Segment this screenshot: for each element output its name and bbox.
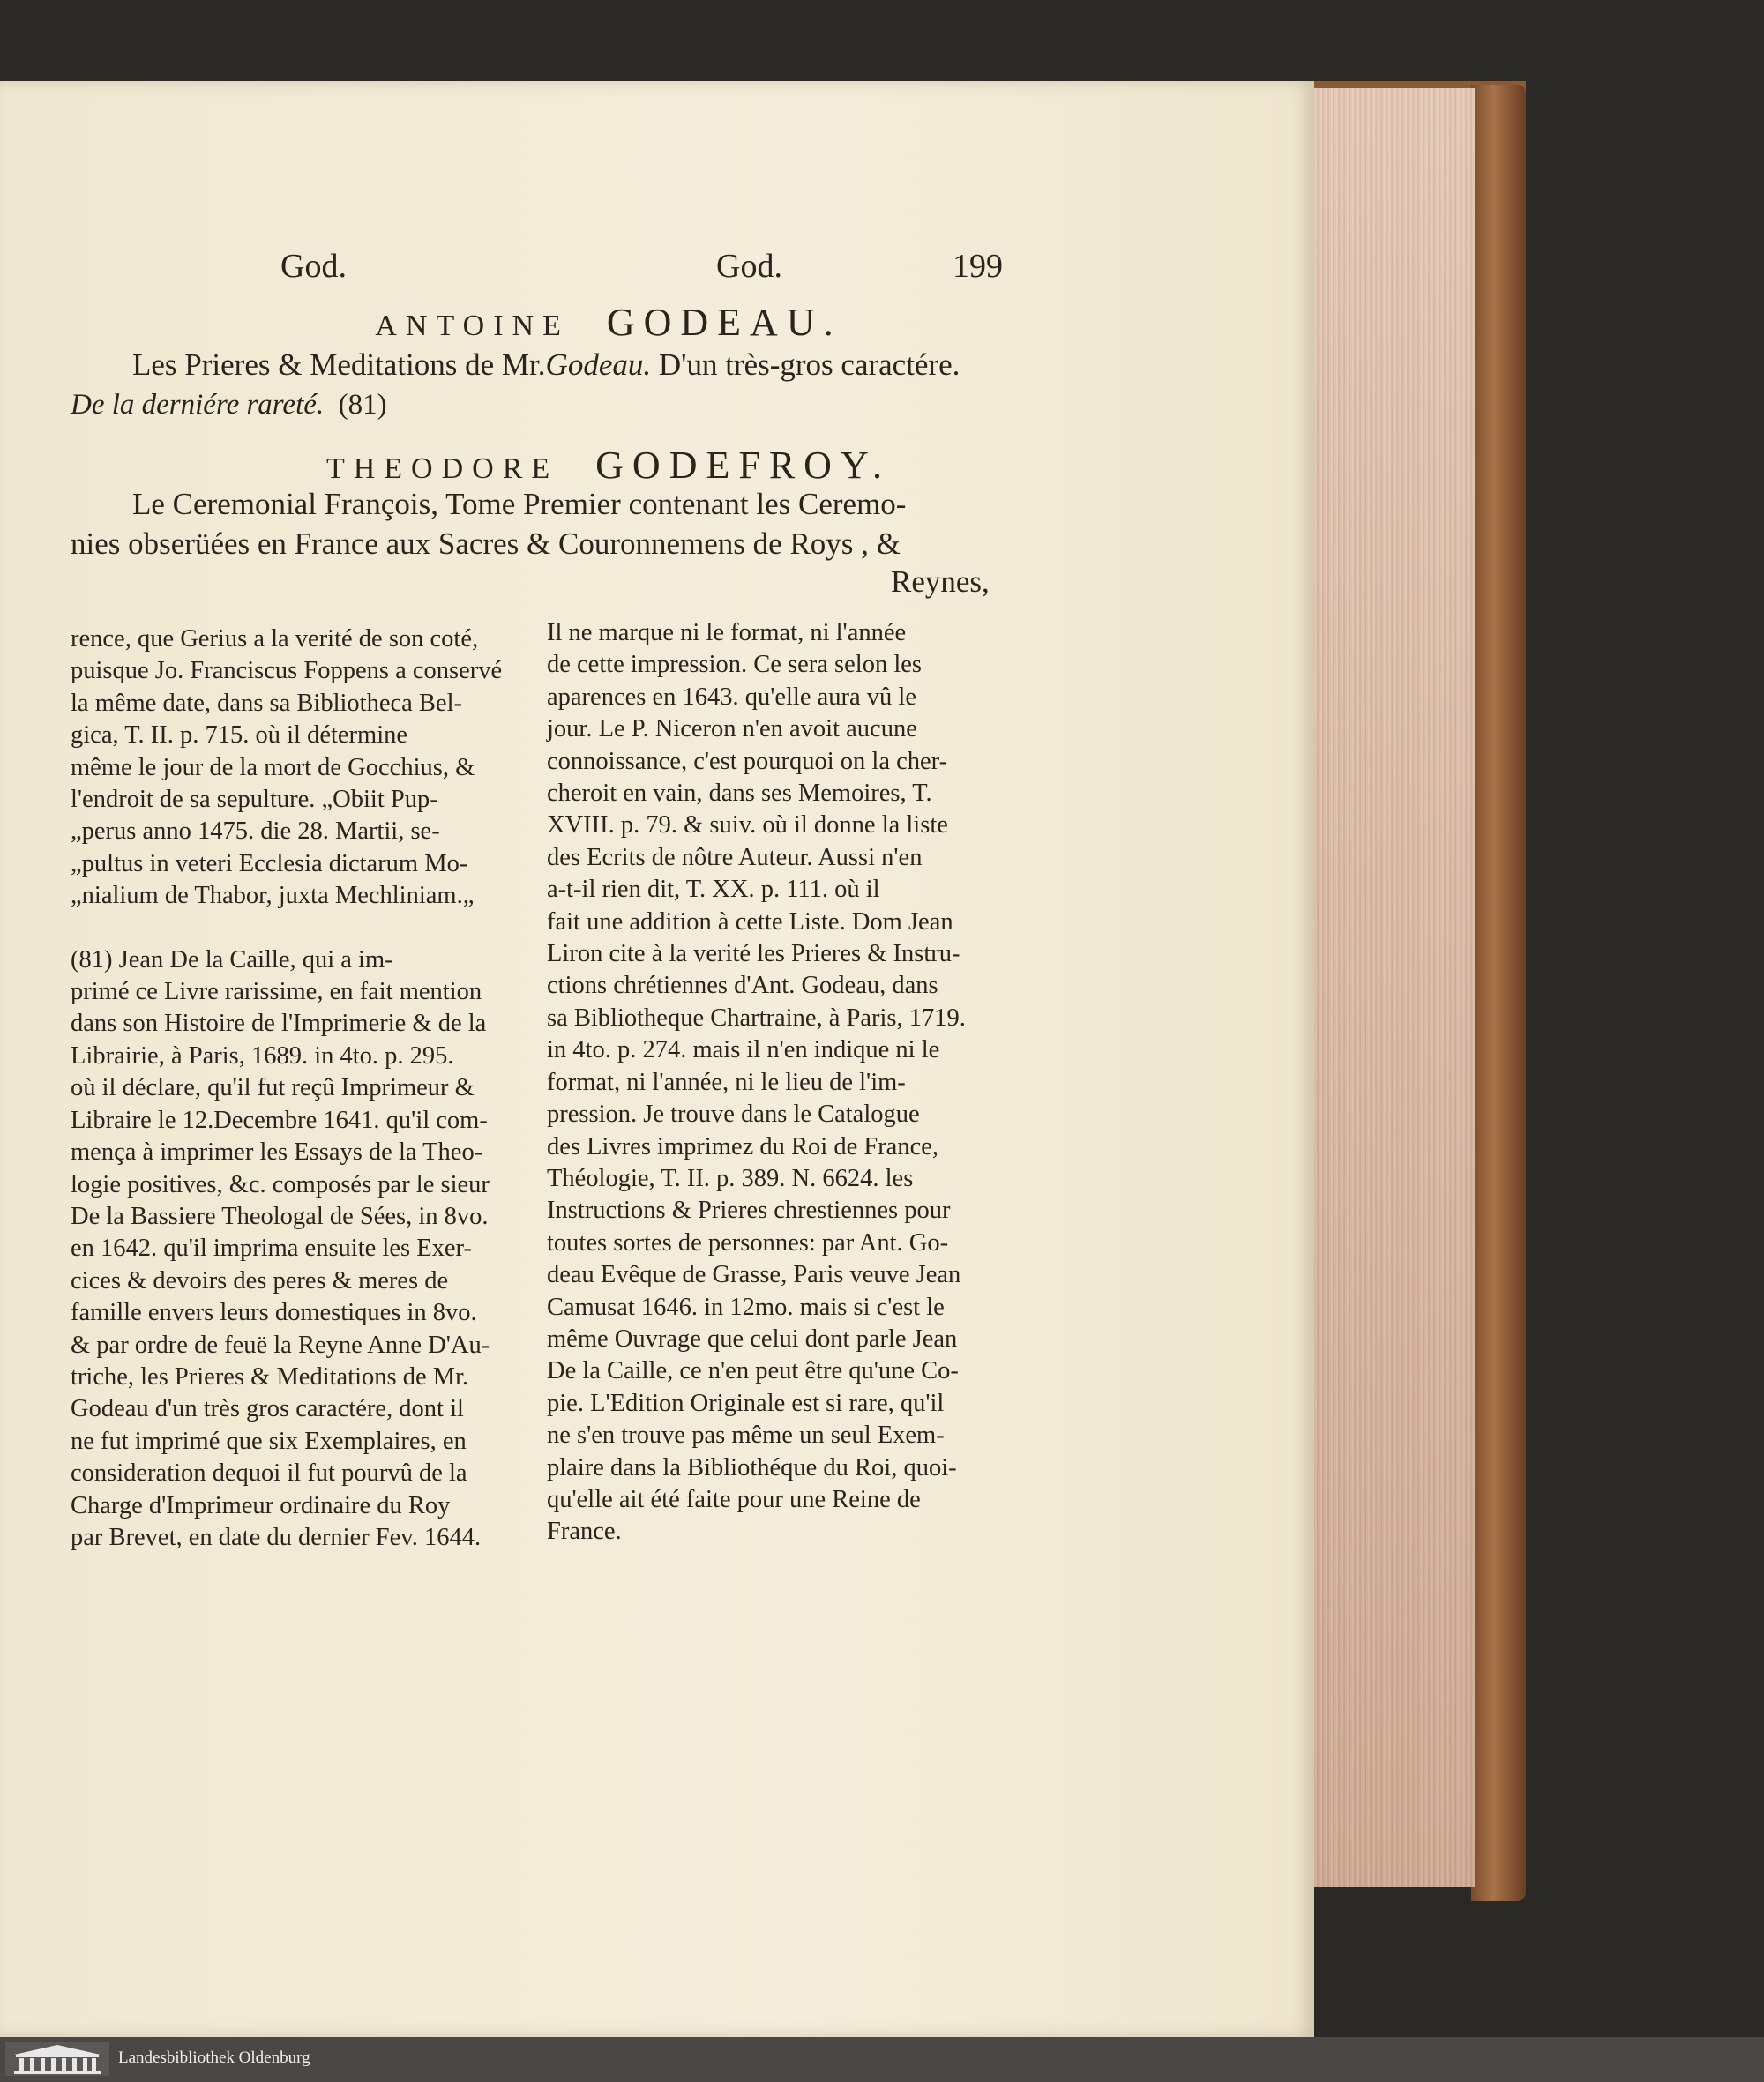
text-line: par Brevet, en date du dernier Fev. 1644. (71, 1523, 482, 1551)
right-column (547, 617, 1005, 1548)
text-line (71, 913, 529, 944)
text-line: mença à imprimer les Essays de la Theo- (71, 1138, 483, 1167)
text-line: puisque Jo. Franciscus Foppens a conservé (71, 657, 503, 685)
text-line: logie positives, &c. composés par le sieur (71, 1170, 490, 1198)
text-line: l'endroit de sa sepulture. „Obiit Pup- (71, 786, 438, 814)
title-text: D'un très-gros caractére. (651, 347, 960, 382)
entry-title-line: nies obserüées en France aux Sacres & Couronnemens de Roys , & (71, 526, 901, 561)
text-line: & par ordre de feuë la Reyne Anne D'Au- (71, 1331, 490, 1359)
text-line: „perus anno 1475. die 28. Martii, se- (71, 817, 440, 846)
text-line: des Ecrits de nôtre Auteur. Aussi n'en (547, 843, 923, 871)
text-line: Instructions & Prieres chrestiennes pour (547, 1197, 951, 1225)
running-head-center: God. (716, 248, 782, 285)
entry-title-line: Reynes, (891, 564, 990, 599)
text-line: cices & devoirs des peres & meres de (71, 1266, 449, 1295)
text-line: primé ce Livre rarissime, en fait mention (71, 978, 482, 1006)
text-line: aparences en 1643. qu'elle aura vû le (547, 683, 916, 711)
text-line: ctions chrétiennes d'Ant. Godeau, dans (547, 972, 938, 1000)
footer-bar (0, 2037, 1764, 2082)
text-line: Liron cite à la verité les Prieres & Instru- (547, 940, 960, 968)
entry-first-name: ANTOINE (375, 310, 570, 342)
entry-heading-godefroy (0, 443, 1217, 488)
entry-surname: GODEAU. (606, 301, 842, 344)
text-line: Libraire le 12.Decembre 1641. qu'il com- (71, 1106, 488, 1134)
text-line: De la Caille, ce n'en peut être qu'une Co- (547, 1357, 959, 1385)
footnote-ref: (81) (338, 389, 387, 421)
text-line: Charge d'Imprimeur ordinaire du Roy (71, 1491, 451, 1519)
entry-heading-godeau (0, 300, 1217, 345)
text-line: Librairie, à Paris, 1689. in 4to. p. 295. (71, 1041, 454, 1070)
text-line: pression. Je trouve dans le Catalogue (547, 1101, 920, 1129)
entry-title-line: Le Ceremonial François, Tome Premier contenant les Ceremo- (132, 487, 907, 521)
text-line: même Ouvrage que celui dont parle Jean (547, 1325, 958, 1353)
text-line: des Livres imprimez du Roi de France, (547, 1132, 939, 1160)
text-line: in 4to. p. 274. mais il n'en indique ni le (547, 1036, 940, 1064)
text-line: plaire dans la Bibliothéque du Roi, quoi- (547, 1453, 957, 1481)
text-line: De la Bassiere Theologal de Sées, in 8vo. (71, 1202, 489, 1230)
page-number: 199 (953, 248, 1003, 285)
text-line: format, ni l'année, ni le lieu de l'im- (547, 1068, 906, 1096)
entry-title-line (71, 386, 387, 424)
text-line: France. (547, 1518, 622, 1546)
text-line: pie. L'Edition Originale est si rare, qu'il (547, 1389, 945, 1417)
text-line: fait une addition à cette Liste. Dom Jean (547, 907, 953, 936)
text-line: Godeau d'un très gros caractére, dont il (71, 1395, 464, 1423)
text-line: gica, T. II. p. 715. où il détermine (71, 721, 408, 750)
text-line: triche, les Prieres & Meditations de Mr. (71, 1362, 469, 1391)
text-line: sa Bibliotheque Chartraine, à Paris, 1719. (547, 1004, 966, 1032)
left-column (71, 623, 529, 1554)
text-line: connoissance, c'est pourquoi on la cher- (547, 747, 948, 775)
text-line: où il déclare, qu'il fut reçû Imprimeur & (71, 1074, 475, 1102)
text-line: famille envers leurs domestiques in 8vo. (71, 1299, 477, 1327)
library-building-icon (5, 2042, 109, 2076)
text-line: de cette impression. Ce sera selon les (547, 651, 922, 679)
entry-first-name: THEODORE (325, 452, 559, 485)
text-line: „nialium de Thabor, juxta Mechliniam.„ (71, 882, 475, 910)
book-page (0, 81, 1314, 2037)
text-line: a-t-il rien dit, T. XX. p. 111. où il (547, 876, 880, 904)
book-cover (1471, 85, 1526, 1901)
title-text: Les Prieres & Meditations de Mr. (132, 347, 546, 382)
page-fore-edge (1307, 88, 1475, 1887)
text-line: la même date, dans sa Bibliotheca Bel- (71, 689, 462, 717)
text-line: qu'elle ait été faite pour une Reine de (547, 1485, 921, 1513)
text-line: „pultus in veteri Ecclesia dictarum Mo- (71, 849, 468, 877)
text-line: Camusat 1646. in 12mo. mais si c'est le (547, 1293, 945, 1321)
library-name: Landesbibliothek Oldenburg (118, 2048, 310, 2067)
rarity-note: De la derniére rareté. (71, 389, 325, 421)
text-line: XVIII. p. 79. & suiv. où il donne la liste (547, 811, 948, 840)
text-line: cheroit en vain, dans ses Memoires, T. (547, 780, 932, 808)
text-line: Théologie, T. II. p. 389. N. 6624. les (547, 1164, 914, 1192)
text-line: rence, que Gerius a la verité de son coté, (71, 625, 479, 653)
title-italic: Godeau. (545, 347, 652, 382)
text-line: en 1642. qu'il imprima ensuite les Exer- (71, 1235, 472, 1263)
text-line: ne s'en trouve pas même un seul Exem- (547, 1422, 945, 1450)
text-line: jour. Le P. Niceron n'en avoit aucune (547, 715, 917, 743)
text-line: ne fut imprimé que six Exemplaires, en (71, 1427, 467, 1455)
text-line: dans son Histoire de l'Imprimerie & de la (71, 1010, 487, 1038)
text-line: consideration dequoi il fut pourvû de la (71, 1459, 467, 1488)
text-line: même le jour de la mort de Gocchius, & (71, 753, 475, 781)
text-line: Il ne marque ni le format, ni l'année (547, 619, 907, 646)
entry-surname: GODEFROY. (595, 444, 892, 487)
entry-title-line (132, 346, 960, 384)
text-line: toutes sortes de personnes: par Ant. Go- (547, 1228, 949, 1257)
text-line: (81) Jean De la Caille, qui a im- (71, 945, 393, 974)
running-head-left: God. (280, 248, 347, 285)
text-line: deau Evêque de Grasse, Paris veuve Jean (547, 1261, 961, 1289)
